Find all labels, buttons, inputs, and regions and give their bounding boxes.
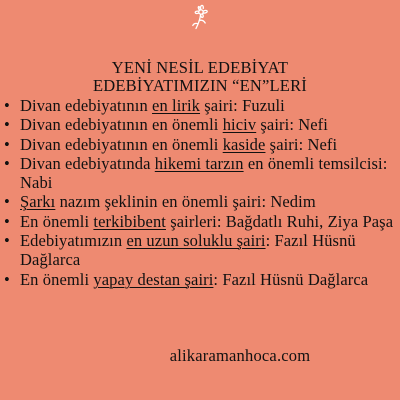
- bullet-icon: •: [4, 96, 10, 115]
- list-item: • Divan edebiyatının en önemli hiciv şairi: Nefi: [4, 115, 328, 135]
- bullet-icon: •: [4, 153, 10, 173]
- list-item: • En önemli terkibibent şairleri: Bağdatlı Ruhi, Ziya Paşa: [4, 211, 394, 231]
- highlighted-term: terkibibent: [93, 211, 166, 231]
- bullet-icon: •: [4, 192, 10, 212]
- website-credit: alikaramanhoca.com: [169, 346, 311, 365]
- bullet-icon: •: [4, 115, 10, 135]
- list-item: • Divan edebiyatının en lirik şairi: Fuzuli: [4, 96, 285, 115]
- highlighted-term: kaside: [222, 134, 266, 154]
- bullet-icon: •: [4, 211, 10, 231]
- highlighted-term: yapay destan şairi: [93, 269, 214, 289]
- highlighted-term: hiciv: [222, 115, 257, 135]
- list-item: • En önemli yapay destan şairi: Fazıl Hüsnü Dağlarca: [4, 269, 369, 289]
- list-item: • Divan edebiyatında hikemi tarzın en önemli temsilcisi: Nabi: [4, 153, 388, 193]
- list-item: • Şarkı nazım şeklinin en önemli şairi: Nedim: [4, 192, 316, 212]
- bullet-icon: •: [4, 231, 10, 251]
- highlighted-term: en uzun soluklu şairi: [126, 231, 266, 251]
- list-item: • Divan edebiyatının en önemli kaside şairi: Nefi: [4, 134, 338, 154]
- bullet-icon: •: [4, 269, 10, 289]
- highlighted-term: hikemi tarzın: [154, 153, 244, 173]
- page-subtitle: EDEBİYATIMIZIN “EN”LERİ: [92, 76, 307, 95]
- page-title: YENİ NESİL EDEBİYAT: [111, 58, 289, 77]
- facts-list: [0, 96, 400, 289]
- highlighted-term: en lirik: [152, 96, 201, 115]
- bullet-icon: •: [4, 134, 10, 154]
- list-item: • Edebiyatımızın en uzun soluklu şairi: Fazıl Hüsnü Dağlarca: [4, 231, 356, 270]
- highlighted-term: Şarkı: [20, 192, 56, 212]
- flower-icon: [186, 2, 214, 32]
